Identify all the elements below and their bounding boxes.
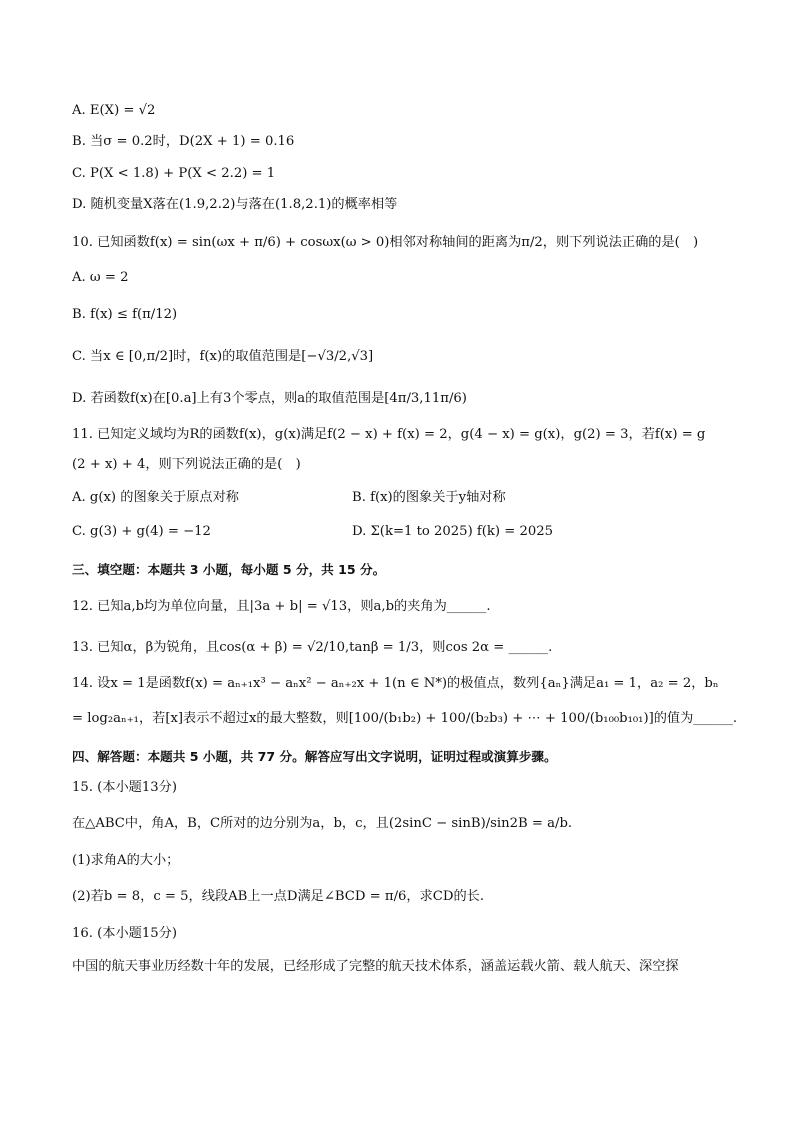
q9-option-c: C. P(X < 1.8) + P(X < 2.2) = 1 <box>72 166 276 181</box>
q10-option-c: C. 当x ∈ [0,π/2]时，f(x)的取值范围是[−√3/2,√3] <box>72 349 374 364</box>
q11-option-b: B. f(x)的图象关于y轴对称 <box>352 490 506 505</box>
q13-text: 13. 已知α，β为锐角，且cos(α + β) = √2/10,tanβ = 1/3，则cos 2α = ______. <box>72 640 553 655</box>
q15-stem: 在△ABC中，角A，B，C所对的边分别为a，b，c，且(2sinC − sinB)/sin2B = a/b. <box>72 816 573 831</box>
q16-stem: 中国的航天事业历经数十年的发展，已经形成了完整的航天技术体系，涵盖运载火箭、载人航天、深空探 <box>72 959 679 974</box>
q9-option-a: A. E(X) = √2 <box>72 103 156 118</box>
q11-option-c: C. g(3) + g(4) = −12 <box>72 524 211 539</box>
q10-option-d: D. 若函数f(x)在[0.a]上有3个零点，则a的取值范围是[4π/3,11π/6) <box>72 391 467 406</box>
q11-stem-line2: (2 + x) + 4，则下列说法正确的是( ) <box>72 457 301 472</box>
q9-option-b: B. 当σ = 0.2时，D(2X + 1) = 0.16 <box>72 134 295 149</box>
q11-stem-line1: 11. 已知定义域均为R的函数f(x)，g(x)满足f(2 − x) + f(x) = 2，g(4 − x) = g(x)，g(2) = 3，若f(x) = g <box>72 427 706 442</box>
q15-part1: (1)求角A的大小； <box>72 853 180 868</box>
q9-option-d: D. 随机变量X落在(1.9,2.2)与落在(1.8,2.1)的概率相等 <box>72 197 398 212</box>
q11-option-d: D. Σ(k=1 to 2025) f(k) = 2025 <box>352 524 554 539</box>
q10-option-b: B. f(x) ≤ f(π/12) <box>72 307 178 322</box>
q12-text: 12. 已知a,b均为单位向量，且|3a + b| = √13，则a,b的夹角为______. <box>72 599 491 614</box>
section-4-heading: 四、解答题：本题共 5 小题，共 77 分。解答应写出文字说明，证明过程或演算步骤。 <box>72 749 557 764</box>
q15-part2: (2)若b = 8，c = 5，线段AB上一点D满足∠BCD = π/6，求CD的长. <box>72 889 485 904</box>
q14-line2: = log₂aₙ₊₁，若[x]表示不超过x的最大整数，则[100/(b₁b₂) + 100/(b₂b₃) + ⋯ + 100/(b₁₀₀b₁₀₁)]的值为______. <box>72 711 738 726</box>
q16-header: 16. (本小题15分) <box>72 926 177 941</box>
q10-stem: 10. 已知函数f(x) = sin(ωx + π/6) + cosωx(ω > 0)相邻对称轴间的距离为π/2，则下列说法正确的是( ) <box>72 235 699 250</box>
q10-option-a: A. ω = 2 <box>72 270 129 285</box>
q14-line1: 14. 设x = 1是函数f(x) = aₙ₊₁x³ − aₙx² − aₙ₊₂x + 1(n ∈ N*)的极值点，数列{aₙ}满足a₁ = 1，a₂ = 2，bₙ <box>72 676 719 691</box>
q15-header: 15. (本小题13分) <box>72 780 177 795</box>
q11-option-a: A. g(x) 的图象关于原点对称 <box>72 490 239 505</box>
section-3-heading: 三、填空题：本题共 3 小题，每小题 5 分，共 15 分。 <box>72 562 386 577</box>
